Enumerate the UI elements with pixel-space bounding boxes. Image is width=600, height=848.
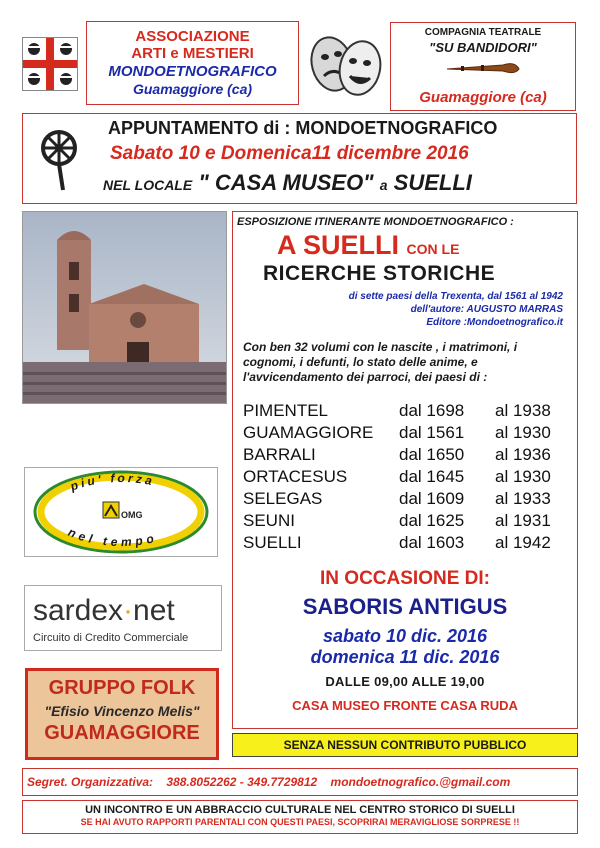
company-name: "SU BANDIDORI" [429,40,537,55]
ring-text-bottom: nel tempo [66,524,159,550]
event-place: CASA MUSEO FRONTE CASA RUDA [292,698,518,713]
contact-label: Segret. Organizzativa: [27,775,154,789]
folk-name: "Efisio Vincenzo Melis" [44,703,200,719]
folk-group-box [25,668,219,760]
town-from: dal 1698 [399,401,465,420]
town-name: SUELLI [243,533,302,552]
venue-place: " CASA MUSEO" [198,170,374,195]
omg-text: OMG [121,510,143,520]
footer-line2: SE HAI AVUTO RAPPORTI PARENTALI CON QUESTI PAESI, SCOPRIRAI MERAVIGLIOSE SORPRESE !! [80,817,520,827]
town-row [243,400,573,422]
towns-list [243,400,573,554]
assoc-line2: ARTI e MESTIERI [131,45,254,62]
sardinia-flag-icon [22,37,78,91]
church-photo [22,211,227,404]
sardex-wordmark [33,594,175,628]
venue-town: SUELLI [393,170,472,195]
town-to: al 1933 [495,489,551,508]
town-row [243,532,573,554]
title-small: CON LE [406,241,460,257]
event-dates: Sabato 10 e Domenica11 dicembre 2016 [110,143,469,164]
town-row [243,466,573,488]
town-name: BARRALI [243,445,316,464]
town-from: dal 1625 [399,511,465,530]
exhibition-subtitle: RICERCHE STORICHE [263,262,496,285]
date-sunday: domenica 11 dic. 2016 [310,647,500,667]
footer-box [22,800,578,834]
town-row [243,422,573,444]
exhibition-publisher: Editore :Mondoetnografico.it [426,317,563,328]
town-from: dal 1603 [399,533,465,552]
exhibition-description: Con ben 32 volumi con le nascite , i matrimoni, i cognomi, i defunti, lo stato delle anime, e l'avvicendamento dei parroci, dei paesi di : [243,340,518,384]
sardex-tagline: Circuito di Credito Commerciale [33,632,189,644]
ring-text-top: piu' forza [68,470,157,494]
folk-town: GUAMAGGIORE [44,722,200,744]
company-town: Guamaggiore (ca) [419,89,547,106]
contact-email[interactable]: mondoetnografico.@gmail.com [330,775,511,789]
sardex-logo [24,585,222,651]
sardex-word: sardex [33,594,124,627]
town-to: al 1942 [495,533,551,552]
sardex-dot: · [123,594,134,627]
folk-title: GRUPPO FOLK [48,677,196,699]
event-announcement-box [22,113,577,204]
omg-logo [24,467,218,557]
town-name: PIMENTEL [243,401,329,420]
town-row [243,488,573,510]
town-name: ORTACESUS [243,467,348,486]
town-row [243,510,573,532]
town-from: dal 1609 [399,489,465,508]
assoc-town: Guamaggiore (ca) [132,81,253,97]
town-to: al 1938 [495,401,551,420]
association-box [86,21,299,105]
theatre-company-box [390,22,576,111]
venue-mid: a [379,177,388,193]
assoc-name: MONDOETNOGRAFICO [108,63,277,80]
town-to: al 1930 [495,423,551,442]
town-row [243,444,573,466]
exhibition-title [277,230,459,261]
town-from: dal 1645 [399,467,465,486]
town-from: dal 1561 [399,423,465,442]
footer-line1: UN INCONTRO E UN ABBRACCIO CULTURALE NEL CENTRO STORICO DI SUELLI [85,804,515,816]
date-saturday: sabato 10 dic. 2016 [322,626,488,646]
theatre-masks-icon [302,24,388,106]
town-to: al 1930 [495,467,551,486]
event-title: APPUNTAMENTO di : MONDOETNOGRAFICO [108,118,498,138]
exhibition-author: dell'autore: AUGUSTO MARRAS [410,304,563,315]
venue-prefix: NEL LOCALE [103,177,193,193]
company-label: COMPAGNIA TEATRALE [424,27,542,38]
sardex-net: net [133,594,175,627]
horn-icon [443,59,523,77]
town-to: al 1931 [495,511,551,530]
event-venue [103,170,472,196]
exhibition-box [232,211,578,729]
town-name: SELEGAS [243,489,323,508]
exhibition-eyebrow: ESPOSIZIONE ITINERANTE MONDOETNOGRAFICO : [237,216,514,228]
no-contribution-banner: SENZA NESSUN CONTRIBUTO PUBBLICO [232,733,578,757]
reel-icon [33,124,93,194]
town-from: dal 1650 [399,445,465,464]
occasion-heading: IN OCCASIONE DI: [320,568,490,589]
saboris-heading: SABORIS ANTIGUS [302,594,508,619]
contact-bar [22,768,578,796]
exhibition-period: di sette paesi della Trexenta, dal 1561 al 1942 [348,291,563,302]
title-main: A SUELLI [277,230,400,260]
town-name: GUAMAGGIORE [243,423,374,442]
town-name: SEUNI [243,511,295,530]
contact-phones: 388.8052262 - 349.7729812 [166,775,318,789]
assoc-line1: ASSOCIAZIONE [135,28,250,45]
town-to: al 1936 [495,445,551,464]
opening-hours: DALLE 09,00 ALLE 19,00 [325,674,485,689]
